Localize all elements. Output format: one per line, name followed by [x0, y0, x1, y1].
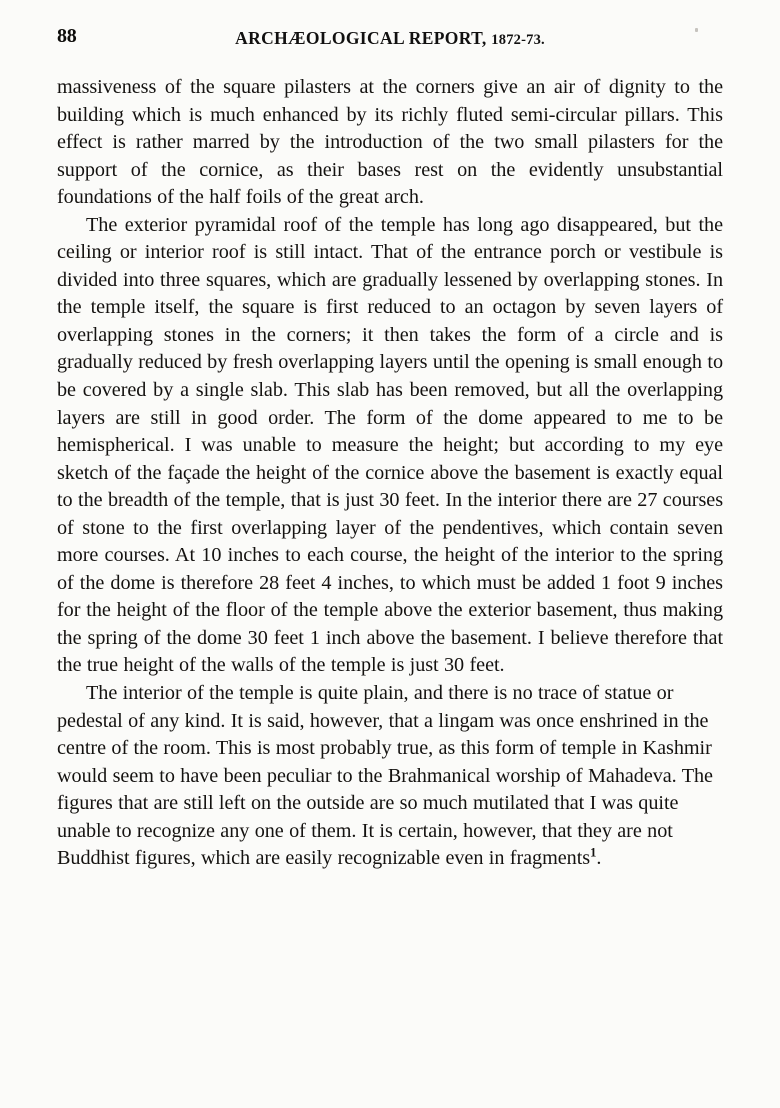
- running-head-date: 1872-73.: [491, 32, 545, 48]
- running-head-title: [57, 28, 723, 49]
- paragraph-3: [57, 680, 723, 873]
- body-text-block: [57, 74, 723, 873]
- paragraph-1: massiveness of the square pilasters at the corners give an air of dignity to the building which is much enhanced by its richly fluted semi-circular pillars. This effect is rather marred by the introduction of the two small pilasters for the support of the cornice, as their bases rest on the evidently unsubstantial foundations of the half foils of the great arch.: [57, 76, 723, 209]
- running-head: [57, 22, 723, 56]
- footnote-marker[interactable]: 1: [590, 845, 597, 860]
- page-number: 88: [57, 25, 77, 47]
- paragraph-2: The exterior pyramidal roof of the temple has long ago disappeared, but the ceiling or interior roof is still intact. That of the entrance porch or vestibule is divided into three squares, which are gradually lessened by overlapping stones. In the temple itself, the square is first reduced to an octagon by seven layers of overlapping stones in the corners; it then takes the form of a circle and is gradually reduced by fresh overlapping layers until the opening is small enough to be covered by a single slab. This slab has been removed, but all the overlapping layers are still in good order. The form of the dome appeared to me to be hemispherical. I was unable to measure the height; but according to my eye sketch of the façade the height of the cornice above the basement is exactly equal to the breadth of the temple, that is just 30 feet. In the interior there are 27 courses of stone to the first overlapping layer of the pendentives, which contain seven more courses. At 10 inches to each course, the height of the interior to the spring of the dome is therefore 28 feet 4 inches, to which must be added 1 foot 9 inches for the height of the floor of the temple above the exterior basement, thus making the spring of the dome 30 feet 1 inch above the basement. I believe therefore that the true height of the walls of the temple is just 30 feet.: [57, 213, 723, 677]
- paragraph-3-text: The interior of the temple is quite plain, and there is no trace of statue or pedestal of any kind. It is said, however, that a lingam was once enshrined in the centre of the room. This is most probably true, as this form of temple in Kashmir would seem to have been peculiar to the Brahmanical worship of Mahadeva. The figures that are still left on the outside are so much mutilated that I was quite unable to recognize any one of them. It is certain, however, that they are not Buddhist figures, which are easily recognizable even in fragments: [57, 682, 713, 870]
- paragraph-3-tail: .: [596, 847, 602, 870]
- running-head-main: ARCHÆOLOGICAL REPORT,: [235, 28, 487, 48]
